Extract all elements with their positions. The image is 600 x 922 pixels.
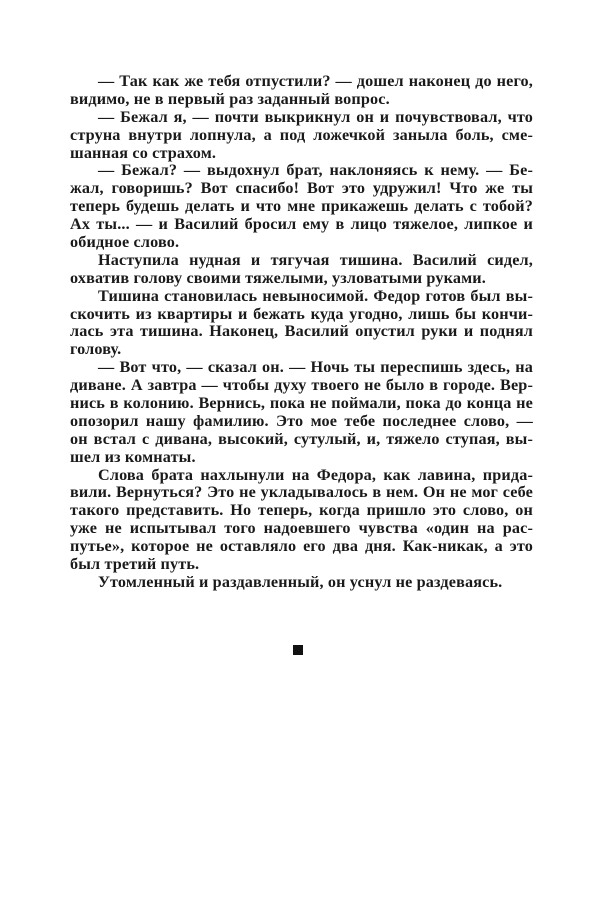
text-line: Тишина становилась невыносимой. Федор готов был вы- [98, 286, 533, 305]
text-line: — Бежал я, — почти выкрикнул он и почувствовал, что [98, 107, 533, 126]
end-of-chapter-square-icon [293, 645, 303, 655]
text-line: Наступила нудная и тягучая тишина. Василий сидел, [98, 250, 533, 269]
text-line: скочить из квартиры и бежать куда угодно, лишь бы кончи- [70, 304, 533, 323]
text-line: вили. Вернуться? Это не укладывалось в нем. Он не мог себе [70, 483, 533, 502]
text-line: опозорил нашу фамилию. Это мое тебе последнее слово, — [70, 411, 533, 430]
text-line: — Бежал? — выдохнул брат, наклоняясь к нему. — Бе- [98, 161, 533, 180]
text-line: видимо, не в первый раз заданный вопрос. [70, 89, 390, 108]
text-line: путье», которое не оставляло его два дня. Как-никак, а это [70, 537, 533, 556]
text-line: теперь будешь делать и что мне прикажешь делать с тобой? [70, 197, 533, 216]
text-line: Ах ты... — и Василий бросил ему в лицо тяжелое, липкое и [70, 215, 533, 234]
text-line: шанная со страхом. [70, 143, 217, 162]
text-line: Утомленный и раздавленный, он уснул не раздеваясь. [98, 572, 503, 591]
text-line: жал, говоришь? Вот спасибо! Вот это удружил! Что же ты [70, 179, 533, 198]
text-line: уже не испытывал того надоевшего чувства «один на рас- [70, 519, 533, 538]
text-line: — Вот что, — сказал он. — Ночь ты переспишь здесь, на [98, 358, 533, 377]
text-line: он встал с дивана, высокий, сутулый, и, тяжело ступая, вы- [70, 429, 533, 448]
text-line: голову. [70, 340, 122, 359]
text-line: нись в колонию. Вернись, пока не поймали, пока до конца не [70, 394, 533, 413]
text-line: диване. А завтра — чтобы духу твоего не было в городе. Вер- [70, 376, 533, 395]
text-line: обидное слово. [70, 233, 180, 252]
body-text [70, 73, 533, 592]
text-line: Слова брата нахлынули на Федора, как лавина, прида- [98, 465, 533, 484]
text-line: — Так как же тебя отпустили? — дошел наконец до него, [98, 72, 533, 90]
text-line: был третий путь. [70, 555, 200, 574]
text-line: такого представить. Но теперь, когда пришло это слово, он [70, 501, 533, 520]
text-line: струна внутри лопнула, а под ложечкой заныла боль, сме- [70, 125, 533, 144]
text-line: охватив голову своими тяжелыми, узловатыми руками. [70, 268, 486, 287]
text-line: лась эта тишина. Наконец, Василий опустил руки и поднял [70, 322, 533, 341]
text-line: шел из комнаты. [70, 447, 196, 466]
